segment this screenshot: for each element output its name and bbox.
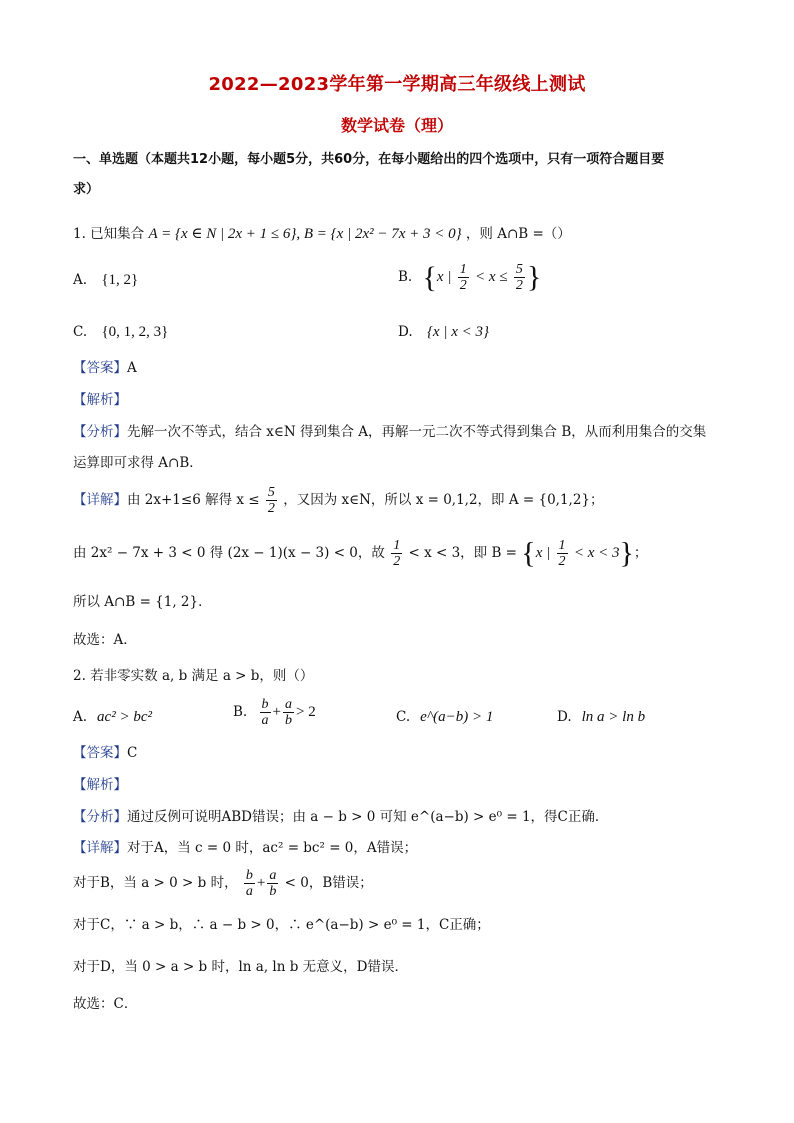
q1-analysis-tag: 【解析】 xyxy=(73,392,127,408)
q2-option-c: C. e^(a−b) > 1 xyxy=(396,709,494,725)
fraction-one-half: $\frac{1}{2}$ xyxy=(558,538,566,569)
q1-detail-tag: 【详解】 xyxy=(73,492,127,508)
fraction-one-half: $\frac{1}{2}$ xyxy=(393,538,401,569)
q2-detail-line1: 【详解】对于A，当 c = 0 时，ac² = bc² = 0，A错误； xyxy=(73,840,418,856)
fraction-b-over-a: $\frac{b}{a}$ xyxy=(261,697,269,728)
q1-option-d xyxy=(398,322,489,342)
q1-detail-line3: 所以 A∩B = {1, 2}． xyxy=(73,594,212,610)
q2-answer: 【答案】C xyxy=(73,745,138,761)
q1-detail-line1: 【详解】由 2x+1≤6 解得 x ≤ $\frac{5}{2}$ ，又因为 x∈N，所以 x = 0,1,2，即 A = {0,1,2}； xyxy=(73,485,604,516)
q2-detail-line4: 对于D，当 0 > a > b 时，ln a, ln b 无意义，D错误． xyxy=(73,959,408,975)
q2-analysis-tag: 【解析】 xyxy=(73,777,127,793)
q1-fenxi-tag: 【分析】 xyxy=(73,424,127,440)
q1-option-b-label: B. xyxy=(398,269,413,285)
q1-option-c-value: {0, 1, 2, 3} xyxy=(101,324,169,340)
q1-option-d-value: {x | x < 3} xyxy=(426,324,489,340)
page-title: 2022—2023学年第一学期高三年级线上测试 xyxy=(208,74,586,95)
q1-answer-value: A xyxy=(127,360,137,376)
q2-option-b: B. $\frac{b}{a}$ + $\frac{a}{b}$ > 2 xyxy=(233,697,316,728)
question-2-stem: 2. 若非零实数 a, b 满足 a > b，则（） xyxy=(73,668,314,684)
q1-detail-line2: 由 2x² − 7x + 3 < 0 得 (2x − 1)(x − 3) < 0，故 $\frac{1}{2}$ < x < 3，即 B = {x | $\frac{1}{2}$ < x < 3}； xyxy=(73,536,648,570)
fraction-b-over-a: $\frac{b}{a}$ xyxy=(245,868,253,899)
q1-fenxi-line1: 【分析】先解一次不等式，结合 x∈N 得到集合 A，再解一元二次不等式得到集合 B，从而利用集合的交集 xyxy=(73,424,707,440)
q1-option-c xyxy=(73,322,168,342)
q1-option-a xyxy=(73,270,138,290)
section-heading-line1: 一、单选题（本题共12小题，每小题5分，共60分，在每小题给出的四个选项中，只有一项符合题目要 xyxy=(73,152,665,167)
q2-fenxi: 【分析】通过反例可说明ABD错误；由 a − b > 0 可知 e^(a−b) > e⁰ = 1，得C正确． xyxy=(73,809,609,825)
q2-option-d: D. ln a > ln b xyxy=(557,709,646,725)
page-subtitle: 数学试卷（理） xyxy=(340,116,453,135)
q1-option-a-value: {1, 2} xyxy=(101,272,139,288)
section-heading-line2: 求） xyxy=(73,182,100,197)
q1-option-a-label: A. xyxy=(73,272,88,288)
q1-option-c-label: C. xyxy=(73,324,88,340)
q1-option-b-mid: < x ≤ xyxy=(475,269,508,285)
fraction-five-halves: $\frac{5}{2}$ xyxy=(515,262,523,293)
fraction-a-over-b: $\frac{a}{b}$ xyxy=(269,868,277,899)
q1-prefix: 1. 已知集合 xyxy=(73,226,145,242)
q1-choose: 故选：A． xyxy=(73,632,137,648)
q1-tail: ，则 A∩B =（） xyxy=(465,226,571,242)
q1-option-b-pre: x | xyxy=(436,269,452,285)
q1-fenxi-line2: 运算即可求得 A∩B． xyxy=(73,455,203,471)
q1-option-d-label: D. xyxy=(398,324,413,340)
q2-detail-line2: 对于B，当 a > 0 > b 时， $\frac{b}{a}$ + $\frac{a}{b}$ < 0，B错误； xyxy=(73,868,373,899)
question-1-stem xyxy=(73,224,571,244)
q2-choose: 故选：C． xyxy=(73,996,138,1012)
q2-detail-line3: 对于C，∵ a > b，∴ a − b > 0，∴ e^(a−b) > e⁰ = 1，C正确； xyxy=(73,917,490,933)
fraction-five-halves: $\frac{5}{2}$ xyxy=(267,485,275,516)
q2-option-b-tail: > 2 xyxy=(295,704,316,720)
q1-sets: A = {x ∈ N | 2x + 1 ≤ 6}, B = {x | 2x² − 7x + 3 < 0} xyxy=(148,226,462,242)
q2-option-d-value: ln a > ln b xyxy=(581,709,646,725)
q1-answer xyxy=(73,358,137,378)
q1-option-b: B. {x | $\frac{1}{2}$ < x ≤ $\frac{5}{2}$ } xyxy=(398,260,542,294)
q2-option-a-value: ac² > bc² xyxy=(97,709,152,725)
q2-option-a: A. ac² > bc² xyxy=(73,709,152,725)
q2-answer-value: C xyxy=(127,745,138,761)
q2-option-c-value: e^(a−b) > 1 xyxy=(420,709,494,725)
fraction-one-half: $\frac{1}{2}$ xyxy=(459,262,467,293)
q1-answer-tag: 【答案】 xyxy=(73,360,127,376)
fraction-a-over-b: $\frac{a}{b}$ xyxy=(284,697,292,728)
